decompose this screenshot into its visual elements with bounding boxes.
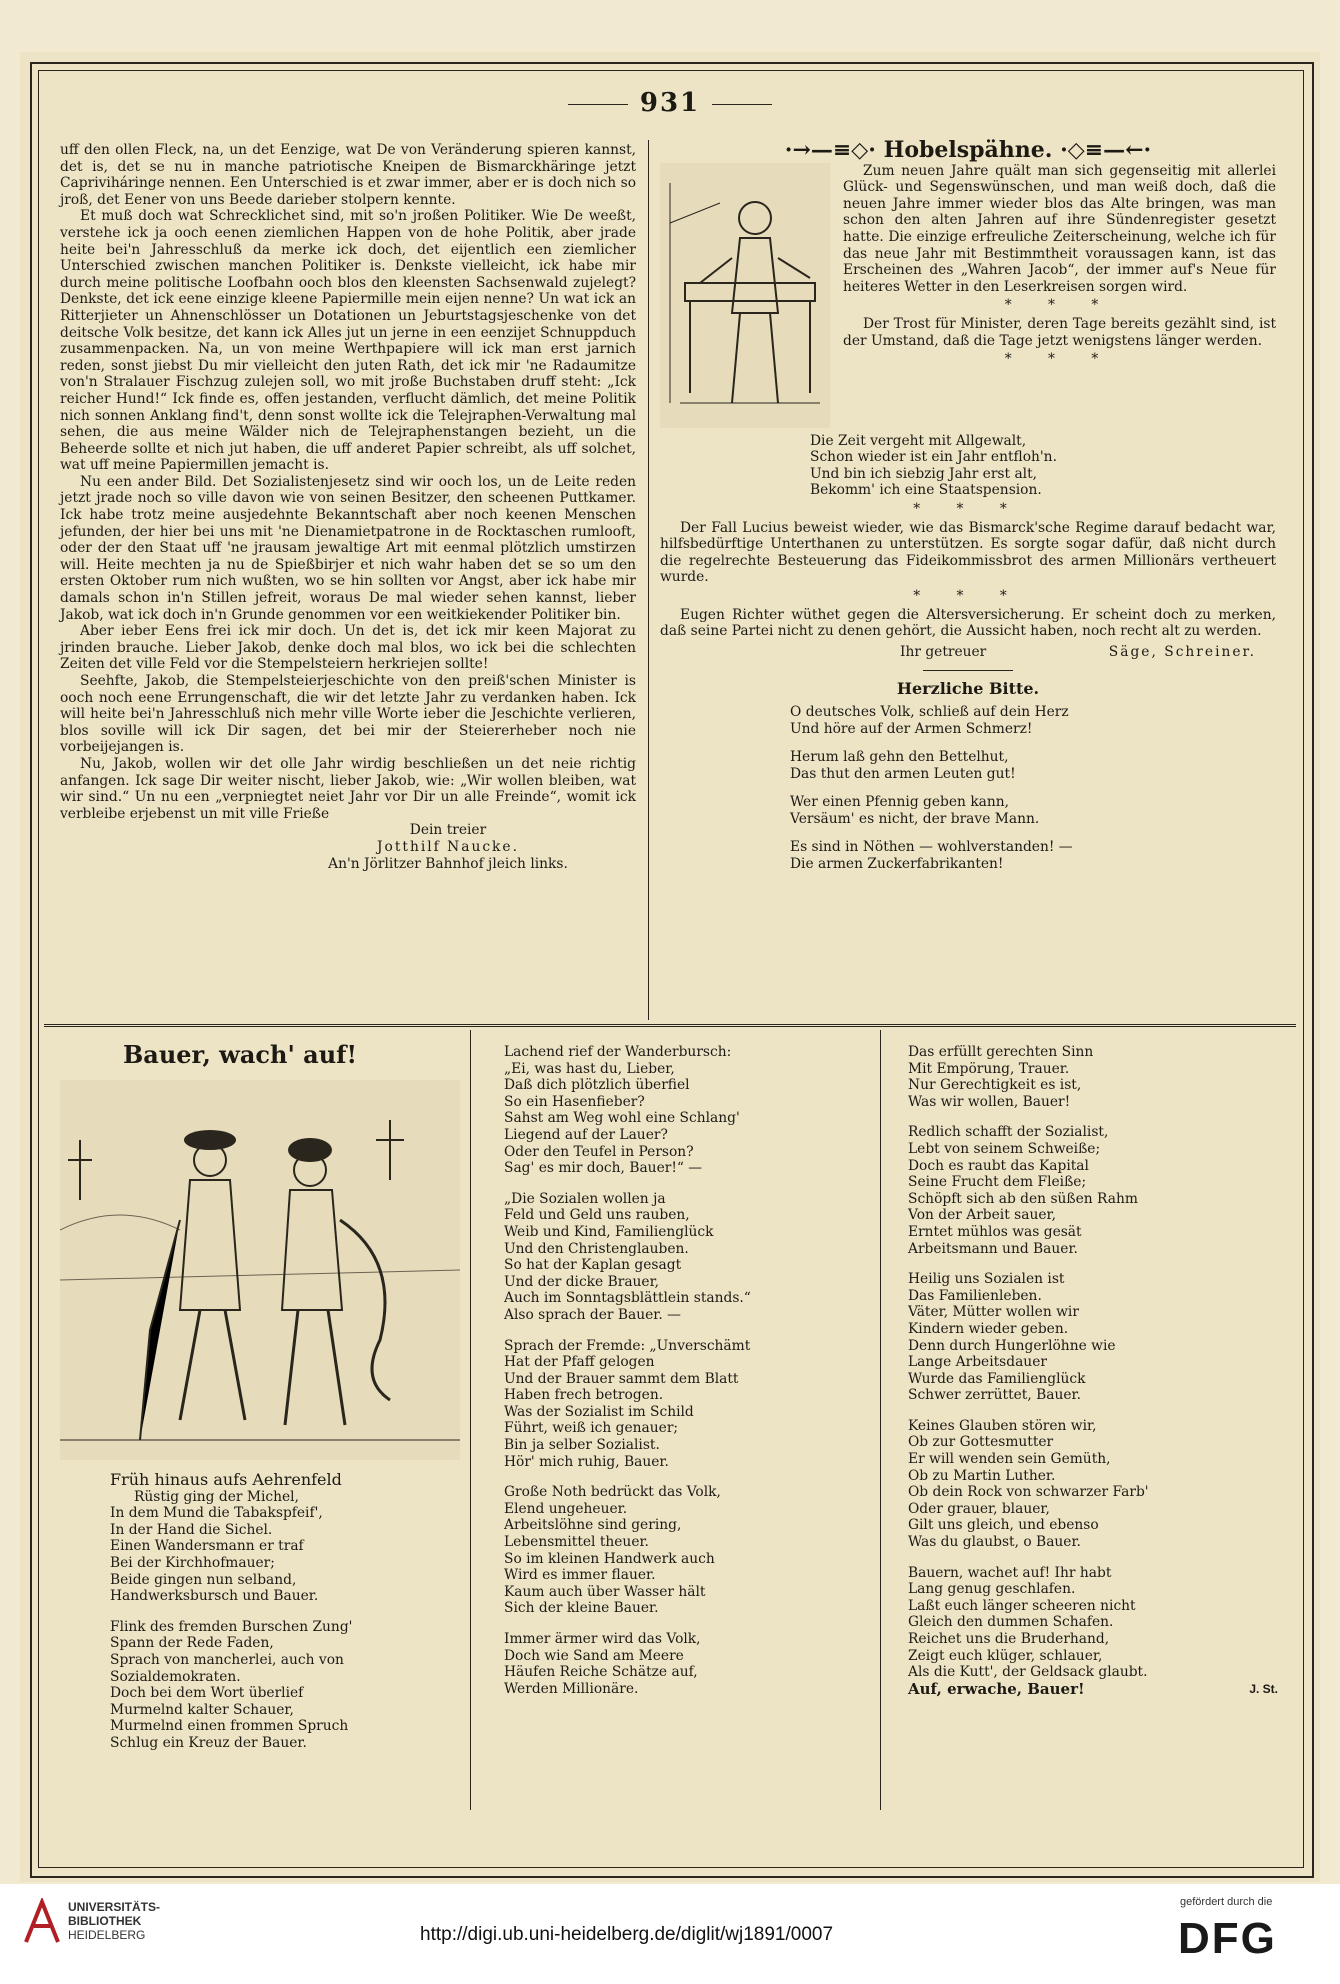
verse-line: Denn durch Hungerlöhne wie xyxy=(908,1337,1116,1354)
separator-stars: * * * xyxy=(1004,351,1115,368)
verse-line: Was du glaubst, o Bauer. xyxy=(908,1534,1081,1551)
verse-line: Auch im Sonntagsblättlein stands.“ xyxy=(504,1290,751,1307)
verse-line: Bei der Kirchhofmauer; xyxy=(110,1554,275,1571)
paragraph: Nu, Jakob, wollen wir det olle Jahr wirdig beschließen un det neie richtig anfangen. Ick sage Dir weiter nischt, lieber Jakob, wie: „Wir wollen bleiben, wat wir sind.“ Un nu een „verpniegtet neiet Jahr vor Dir un alle Freinde“, womit ick verbleibe erjebenst un mit ville Frieße xyxy=(60,755,636,822)
verse-line: Nur Gerechtigkeit es ist, xyxy=(908,1077,1082,1094)
verse-line: Sprach von mancherlei, auch von xyxy=(110,1651,344,1668)
poem-column-3 xyxy=(908,1044,1278,1697)
verse-line: Schon wieder ist ein Jahr entfloh'n. xyxy=(810,449,1057,466)
verse-line: Bin ja selber Sozialist. xyxy=(504,1437,660,1454)
verse-line: Murmelnd einen frommen Spruch xyxy=(110,1718,349,1735)
paragraph: Seehfte, Jakob, die Stempelsteierjeschichte von den preiß'schen Minister is ooch noch eene Errungenschaft, die wir det letzte Jahr zu verdanken haben. Ick will heite bei'n Jahresschluß nich mehr ville Worte ieber die Jeschichte verlieren, blos soville will ick Dir sagen, det bei mir der Steiererheber noch nie vorbeijejangen is. xyxy=(60,673,636,756)
farmer-and-wanderer-illustration xyxy=(60,1080,460,1460)
verse-line: Feld und Geld uns rauben, xyxy=(504,1207,690,1224)
bitte-title: Herzliche Bitte. xyxy=(896,679,1040,699)
verse-line: Elend ungeheuer. xyxy=(504,1500,628,1517)
closing: Dein treier xyxy=(409,822,487,839)
verse xyxy=(810,433,1276,499)
paragraph: Et muß doch wat Schrecklichet sind, mit so'n jroßen Politiker. Wie De weeßt, verstehe ick ja ooch eenen ziemlichen Happen von de hohe Politik, aber jrade heite bei'n Jahresschluß da merke ick doch, det eijentlich een ziemlicher Unterschied zwischen manchen Politiker is. Denkste vielleicht, ick habe mir durch meine politische Loofbahn ooch blos den kleensten Sachsenwald zujelegt? Denkste, det ick eene einzige kleene Papiermille mein eijen nenne? Un wat ick an Ritterjieter un Ahnenschlösser un Dotationen un Jeburtstagsjeschenke von det deitsche Volk besitze, det kann ick Alles jut un jerne in een eenzijet Schnuppduch zusammenpacken. Na, un von meine Werthpapiere will ick man erst jarnich reden, sonst jiebst Du mir vielleicht den juten Rath, det ick mir 'ne Radaumitze von'n Stralauer Fischzug zulejen soll, wo mit jroße Buchstaben druff steht: „Ick reicher Hund!“ Ick finde es, offen jestanden, verflucht dämlich, det meine Politik nich sonnen Anklang find't, denn sonst wollte ick die Telejraphen-Verwaltung mal sehen, die aus meine Wälder nich de Telejraphenstangen bezieht, un die Beheerde sollte et nich jut haben, die uff anderet Papier schreibt, als uff solchet, wat uff meine Papiermillen jemacht is. xyxy=(60,208,636,474)
ornament-right: ·◇≡—←· xyxy=(1060,137,1152,163)
separator-stars: * * * xyxy=(913,500,1023,517)
verse-line: Haben frech betrogen. xyxy=(504,1387,664,1404)
verse-line: „Die Sozialen wollen ja xyxy=(504,1190,666,1207)
verse-line: Keines Glauben stören wir, xyxy=(908,1417,1097,1434)
paragraph: Nu een ander Bild. Det Sozialistenjesetz sind wir ooch los, un de Leite reden jetzt jrade noch so ville davon wie von seinen Besitzer, den scheenen Puttkamer. Ick habe trotz meine ausjedehnte Bekanntschaft aber noch keenen Menschen jefunden, der hier bei uns mit 'ne Dienamietpatrone in de Rocktaschen rumlooft, oder der den Staat uff 'ne jrausam jewaltige Art mit eenmal plötzlich umstirzen will. Heite mechten ja nu de Spießbirjer et nich wahr haben det se so um den ersten Oktober rum nich wußten, wo se hin sollten vor Angst, aber ick habe mir damals schon in'n Stillen jefreit, woraus De mal wieder sehen kannst, lieber Jakob, wat ick doch in'n Grunde genommen vor een weitkiekender Politiker bin. xyxy=(60,473,636,623)
verse-line: Lachend rief der Wanderbursch: xyxy=(504,1044,732,1060)
verse-line: Laßt euch länger scheeren nicht xyxy=(908,1597,1136,1614)
verse-line: Werden Millionäre. xyxy=(504,1680,639,1697)
poem-column-2 xyxy=(504,1044,864,1697)
column-divider xyxy=(880,1030,881,1810)
verse-line: Schöpft sich ab den süßen Rahm xyxy=(908,1190,1138,1207)
verse-line: Und der dicke Brauer, xyxy=(504,1273,660,1290)
paragraph: Aber ieber Eens frei ick mir doch. Un det is, det ick mir keen Majorat zu jrinden brauche. Lieber Jakob, denke doch mal blos, wo ick bei die schlechten Zeiten det ville Feld vor die Stempelsteiern herkriejen sollte! xyxy=(60,623,636,673)
verse-line: Liegend auf der Lauer? xyxy=(504,1126,668,1143)
poem-last-line: Auf, erwache, Bauer! xyxy=(908,1679,1085,1698)
signature: Jotthilf Naucke. xyxy=(377,838,519,855)
verse-line: Ob zur Gottesmutter xyxy=(908,1434,1054,1451)
verse-line: Hör' mich ruhig, Bauer. xyxy=(504,1453,669,1470)
paragraph: Zum neuen Jahre quält man sich gegenseitig mit allerlei Glück- und Segenswünschen, und man weiß doch, daß die neuen Jahre immer wieder blos das Alte bringen, was man schon den alten Jahren auf ihre Sündenregister gesetzt hatte. Die einzige erfreuliche Zeiterscheinung, welche ich für das neue Jahr mit Bestimmtheit voraussagen kann, ist das Erscheinen des „Wahren Jacob“, der immer auf's Neue für heiteres Wetter in den Leserkreisen sorgen wird. xyxy=(843,162,1276,295)
verse-line: Wer einen Pfennig geben kann, xyxy=(790,794,1010,811)
verse-line: Schlug ein Kreuz der Bauer. xyxy=(110,1734,307,1751)
verse-line: Gilt uns gleich, und ebenso xyxy=(908,1517,1099,1534)
verse-line: Weib und Kind, Familienglück xyxy=(504,1223,714,1240)
dfg-logo: DFG xyxy=(1178,1914,1277,1963)
poem-signature: J. St. xyxy=(1249,1681,1278,1696)
verse-line: Seine Frucht dem Fleiße; xyxy=(908,1174,1087,1191)
verse-line: Es sind in Nöthen — wohlverstanden! — xyxy=(790,839,1073,856)
verse-line: Doch wie Sand am Meere xyxy=(504,1647,684,1664)
verse-line: Beide gingen nun selband, xyxy=(110,1571,297,1588)
verse-line: Flink des fremden Burschen Zung' xyxy=(110,1618,353,1635)
signature-right: Säge, Schreiner. xyxy=(1108,643,1256,660)
verse-line: Lange Arbeitsdauer xyxy=(908,1354,1047,1371)
verse-line: Das thut den armen Leuten gut! xyxy=(790,765,1016,782)
verse-line: So im kleinen Handwerk auch xyxy=(504,1550,715,1567)
verse-line: Reichet uns die Bruderhand, xyxy=(908,1631,1110,1647)
poem-title: Bauer, wach' auf! xyxy=(123,1040,357,1069)
verse-line: Arbeitsmann und Bauer. xyxy=(908,1240,1078,1257)
verse-line: Was wir wollen, Bauer! xyxy=(908,1093,1071,1110)
funding-note: gefördert durch die xyxy=(1180,1896,1273,1908)
separator-stars: * * * xyxy=(913,587,1023,604)
verse-line: Er will wenden sein Gemüth, xyxy=(908,1451,1111,1468)
verse-line: Doch bei dem Wort überlief xyxy=(110,1685,304,1702)
verse-line: In der Hand die Sichel. xyxy=(110,1521,273,1538)
hobelspaehne-title: ·→—≡◇· Hobelspähne. ·◇≡—←· xyxy=(784,137,1152,163)
column-divider xyxy=(648,140,649,1020)
verse-line: Erntet mühlos was gesät xyxy=(908,1223,1082,1240)
verse-line: Wird es immer flauer. xyxy=(504,1567,656,1584)
verse-line: Oder den Teufel in Person? xyxy=(504,1143,694,1160)
verse-line: Herum laß gehn den Bettelhut, xyxy=(790,749,1009,766)
signature-note: An'n Jörlitzer Bahnhof jleich links. xyxy=(328,855,568,872)
verse-line: Spann der Rede Faden, xyxy=(110,1635,274,1652)
verse-line: Versäum' es nicht, der brave Mann. xyxy=(790,810,1040,827)
verse-line: Bekomm' ich eine Staatspension. xyxy=(810,482,1042,499)
verse-line: Hat der Pfaff gelogen xyxy=(504,1354,655,1371)
verse-line: Einen Wandersmann er traf xyxy=(110,1538,304,1555)
verse-line: Führt, weiß ich genauer; xyxy=(504,1420,679,1437)
paragraph: Der Trost für Minister, deren Tage bereits gezählt sind, ist der Umstand, daß die Tage jetzt wenigstens länger werden. xyxy=(843,315,1276,349)
signature-left: Ihr getreuer xyxy=(900,643,987,660)
letter-column xyxy=(60,142,636,872)
paragraph: uff den ollen Fleck, na, un det Eenzige, wat De von Veränderung spieren kannst, det is, det se nu in manche patriotische Kneipen de Bismarckhäringe jetzt Capriviháringe nennen. Een Unterschied is et zwar immer, aber er is doch nich so jroß, det Eener von uns Beede darieber stolpern kennte. xyxy=(60,142,636,208)
verse-line: Lebt von seinem Schweiße; xyxy=(908,1140,1101,1157)
verse-line: Als die Kutt', der Geldsack glaubt. xyxy=(908,1664,1148,1681)
verse-line: Arbeitslöhne sind gering, xyxy=(504,1517,682,1534)
verse-line: Ob zu Martin Luther. xyxy=(908,1467,1056,1484)
university-name: UNIVERSITÄTS- BIBLIOTHEK HEIDELBERG xyxy=(68,1900,161,1942)
verse-line: Immer ärmer wird das Volk, xyxy=(504,1631,701,1647)
section-divider xyxy=(44,1024,1296,1027)
university-logo-icon xyxy=(22,1898,62,1946)
page-number: 931 xyxy=(540,88,800,118)
verse-line: Das erfüllt gerechten Sinn xyxy=(908,1044,1094,1060)
verse-line: Murmelnd kalter Schauer, xyxy=(110,1701,294,1718)
verse-line: Und der Brauer sammt dem Blatt xyxy=(504,1370,739,1387)
column-divider xyxy=(470,1030,471,1810)
verse-line: Väter, Mütter wollen wir xyxy=(908,1304,1079,1321)
verse-line: Heilig uns Sozialen ist xyxy=(908,1271,1065,1288)
verse-line: Doch es raubt das Kapital xyxy=(908,1157,1089,1174)
verse-line: Lang genug geschlafen. xyxy=(908,1581,1076,1598)
bitte-poem xyxy=(790,704,1276,873)
verse-line: Die Zeit vergeht mit Allgewalt, xyxy=(810,432,1027,449)
verse-line: In dem Mund die Tabakspfeif', xyxy=(110,1505,323,1522)
verse-line: Rüstig ging der Michel, xyxy=(134,1488,299,1505)
divider xyxy=(923,670,1013,671)
verse-line: So ein Hasenfieber? xyxy=(504,1093,645,1110)
poem-column-1 xyxy=(110,1472,460,1752)
verse-line: Was der Sozialist im Schild xyxy=(504,1403,694,1420)
verse-line: Redlich schafft der Sozialist, xyxy=(908,1124,1109,1141)
verse-line: Sprach der Fremde: „Unverschämt xyxy=(504,1337,751,1354)
verse-line: Sich der kleine Bauer. xyxy=(504,1600,659,1617)
verse-line: Daß dich plötzlich überfiel xyxy=(504,1077,690,1094)
verse-line: Die armen Zuckerfabrikanten! xyxy=(790,856,1004,873)
verse-line: Lebensmittel theuer. xyxy=(504,1534,649,1551)
verse-line: Sahst am Weg wohl eine Schlang' xyxy=(504,1110,740,1127)
paragraph: Der Fall Lucius beweist wieder, wie das Bismarck'sche Regime darauf bedacht war, hilfsbedürftige Unterthanen zu unterstützen. Es sorgte sogar dafür, daß nicht durch die regelrechte Besteuerung das Fideikommissbrot des armen Millionärs vertheuert wurde. xyxy=(660,519,1276,586)
verse-line: Sozialdemokraten. xyxy=(110,1668,241,1685)
verse-line: Früh hinaus aufs Aehrenfeld xyxy=(110,1470,342,1489)
verse-line: Und höre auf der Armen Schmerz! xyxy=(790,720,1033,737)
verse-line: So hat der Kaplan gesagt xyxy=(504,1257,682,1274)
verse-line: Häufen Reiche Schätze auf, xyxy=(504,1664,698,1681)
verse-line: „Ei, was hast du, Lieber, xyxy=(504,1060,675,1077)
verse-line: Und bin ich siebzig Jahr erst alt, xyxy=(810,465,1038,482)
hobelspaehne-column xyxy=(660,137,1276,873)
verse-line: Kaum auch über Wasser hält xyxy=(504,1583,706,1600)
verse-line: Große Noth bedrückt das Volk, xyxy=(504,1484,721,1501)
separator-stars: * * * xyxy=(1004,297,1115,314)
verse-line: Ob dein Rock von schwarzer Farb' xyxy=(908,1484,1149,1501)
verse-line: Das Familienleben. xyxy=(908,1287,1042,1304)
verse-line: Kindern wieder geben. xyxy=(908,1320,1069,1337)
verse-line: Sag' es mir doch, Bauer!“ — xyxy=(504,1160,703,1177)
verse-line: Von der Arbeit sauer, xyxy=(908,1207,1056,1224)
verse-line: Handwerksbursch und Bauer. xyxy=(110,1588,319,1605)
verse-line: Wurde das Familienglück xyxy=(908,1370,1086,1387)
ornament-left: ·→—≡◇· xyxy=(784,137,876,163)
verse-line: Also sprach der Bauer. — xyxy=(504,1306,681,1323)
verse-line: Mit Empörung, Trauer. xyxy=(908,1060,1070,1077)
carpenter-illustration xyxy=(660,163,830,428)
verse-line: Gleich den dummen Schafen. xyxy=(908,1614,1114,1631)
permalink-url[interactable]: http://digi.ub.uni-heidelberg.de/diglit/wj1891/0007 xyxy=(420,1924,834,1945)
verse-line: Oder grauer, blauer, xyxy=(908,1500,1050,1517)
verse-line: Bauern, wachet auf! Ihr habt xyxy=(908,1564,1112,1581)
verse-line: Zeigt euch klüger, schlauer, xyxy=(908,1647,1103,1664)
verse-line: Und den Christenglauben. xyxy=(504,1240,689,1257)
verse-line: Schwer zerrüttet, Bauer. xyxy=(908,1387,1081,1404)
verse-line: O deutsches Volk, schließ auf dein Herz xyxy=(790,703,1069,720)
paragraph: Eugen Richter wüthet gegen die Altersversicherung. Er scheint doch zu merken, daß seine Partei nicht zu denen gehört, die Aussicht haben, noch recht alt zu werden. xyxy=(660,606,1276,640)
